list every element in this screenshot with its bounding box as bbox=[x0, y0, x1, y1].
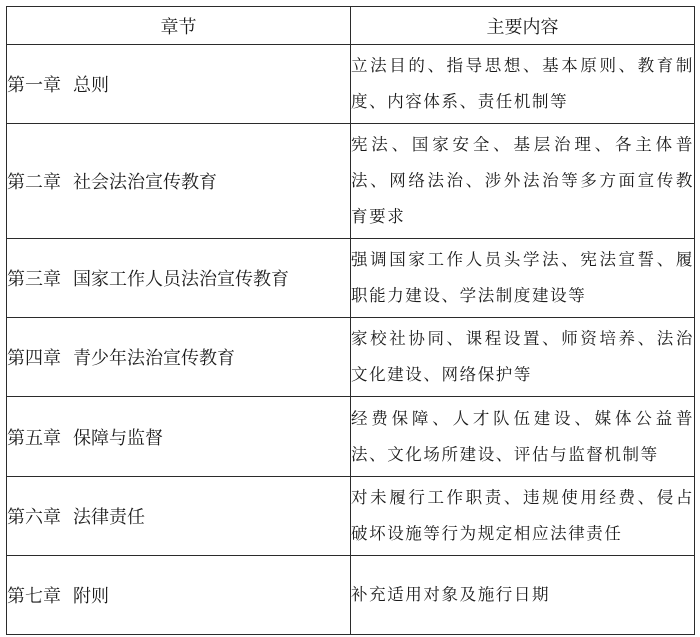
table-row bbox=[7, 477, 695, 556]
chapter-number: 第七章 bbox=[7, 586, 61, 607]
chapter-title: 社会法治宣传教育 bbox=[73, 172, 217, 193]
table-row bbox=[7, 318, 695, 397]
chapter-number: 第二章 bbox=[7, 172, 61, 193]
chapter-content: 强调国家工作人员头学法、宪法宣誓、履职能力建设、学法制度建设等 bbox=[351, 239, 695, 318]
chapter-title: 总则 bbox=[73, 75, 109, 96]
chapter-summary-table bbox=[6, 6, 695, 635]
header-content: 主要内容 bbox=[351, 7, 695, 45]
chapter-cell bbox=[7, 397, 351, 477]
chapter-title: 国家工作人员法治宣传教育 bbox=[73, 269, 289, 290]
chapter-content: 经费保障、人才队伍建设、媒体公益普法、文化场所建设、评估与监督机制等 bbox=[351, 397, 695, 477]
chapter-number: 第三章 bbox=[7, 269, 61, 290]
table-header-row bbox=[7, 7, 695, 45]
chapter-number: 第六章 bbox=[7, 507, 61, 528]
chapter-number: 第五章 bbox=[7, 427, 61, 449]
header-chapter: 章节 bbox=[7, 7, 351, 45]
chapter-cell bbox=[7, 124, 351, 239]
chapter-title: 法律责任 bbox=[73, 507, 145, 528]
chapter-number: 第一章 bbox=[7, 75, 61, 96]
table-row bbox=[7, 45, 695, 124]
chapter-content: 宪法、国家安全、基层治理、各主体普法、网络法治、涉外法治等多方面宣传教育要求 bbox=[351, 124, 695, 239]
chapter-title: 保障与监督 bbox=[73, 427, 163, 449]
table-row bbox=[7, 556, 695, 635]
chapter-cell bbox=[7, 556, 351, 635]
chapter-cell bbox=[7, 45, 351, 124]
chapter-cell bbox=[7, 318, 351, 397]
chapter-content: 立法目的、指导思想、基本原则、教育制度、内容体系、责任机制等 bbox=[351, 45, 695, 124]
table-row bbox=[7, 397, 695, 477]
chapter-title: 附则 bbox=[73, 586, 109, 607]
chapter-content: 家校社协同、课程设置、师资培养、法治文化建设、网络保护等 bbox=[351, 318, 695, 397]
chapter-content: 补充适用对象及施行日期 bbox=[351, 556, 695, 635]
chapter-cell bbox=[7, 239, 351, 318]
table-row bbox=[7, 239, 695, 318]
chapter-content: 对未履行工作职责、违规使用经费、侵占破坏设施等行为规定相应法律责任 bbox=[351, 477, 695, 556]
chapter-number: 第四章 bbox=[7, 348, 61, 369]
chapter-cell bbox=[7, 477, 351, 556]
table-row bbox=[7, 124, 695, 239]
chapter-title: 青少年法治宣传教育 bbox=[73, 348, 235, 369]
